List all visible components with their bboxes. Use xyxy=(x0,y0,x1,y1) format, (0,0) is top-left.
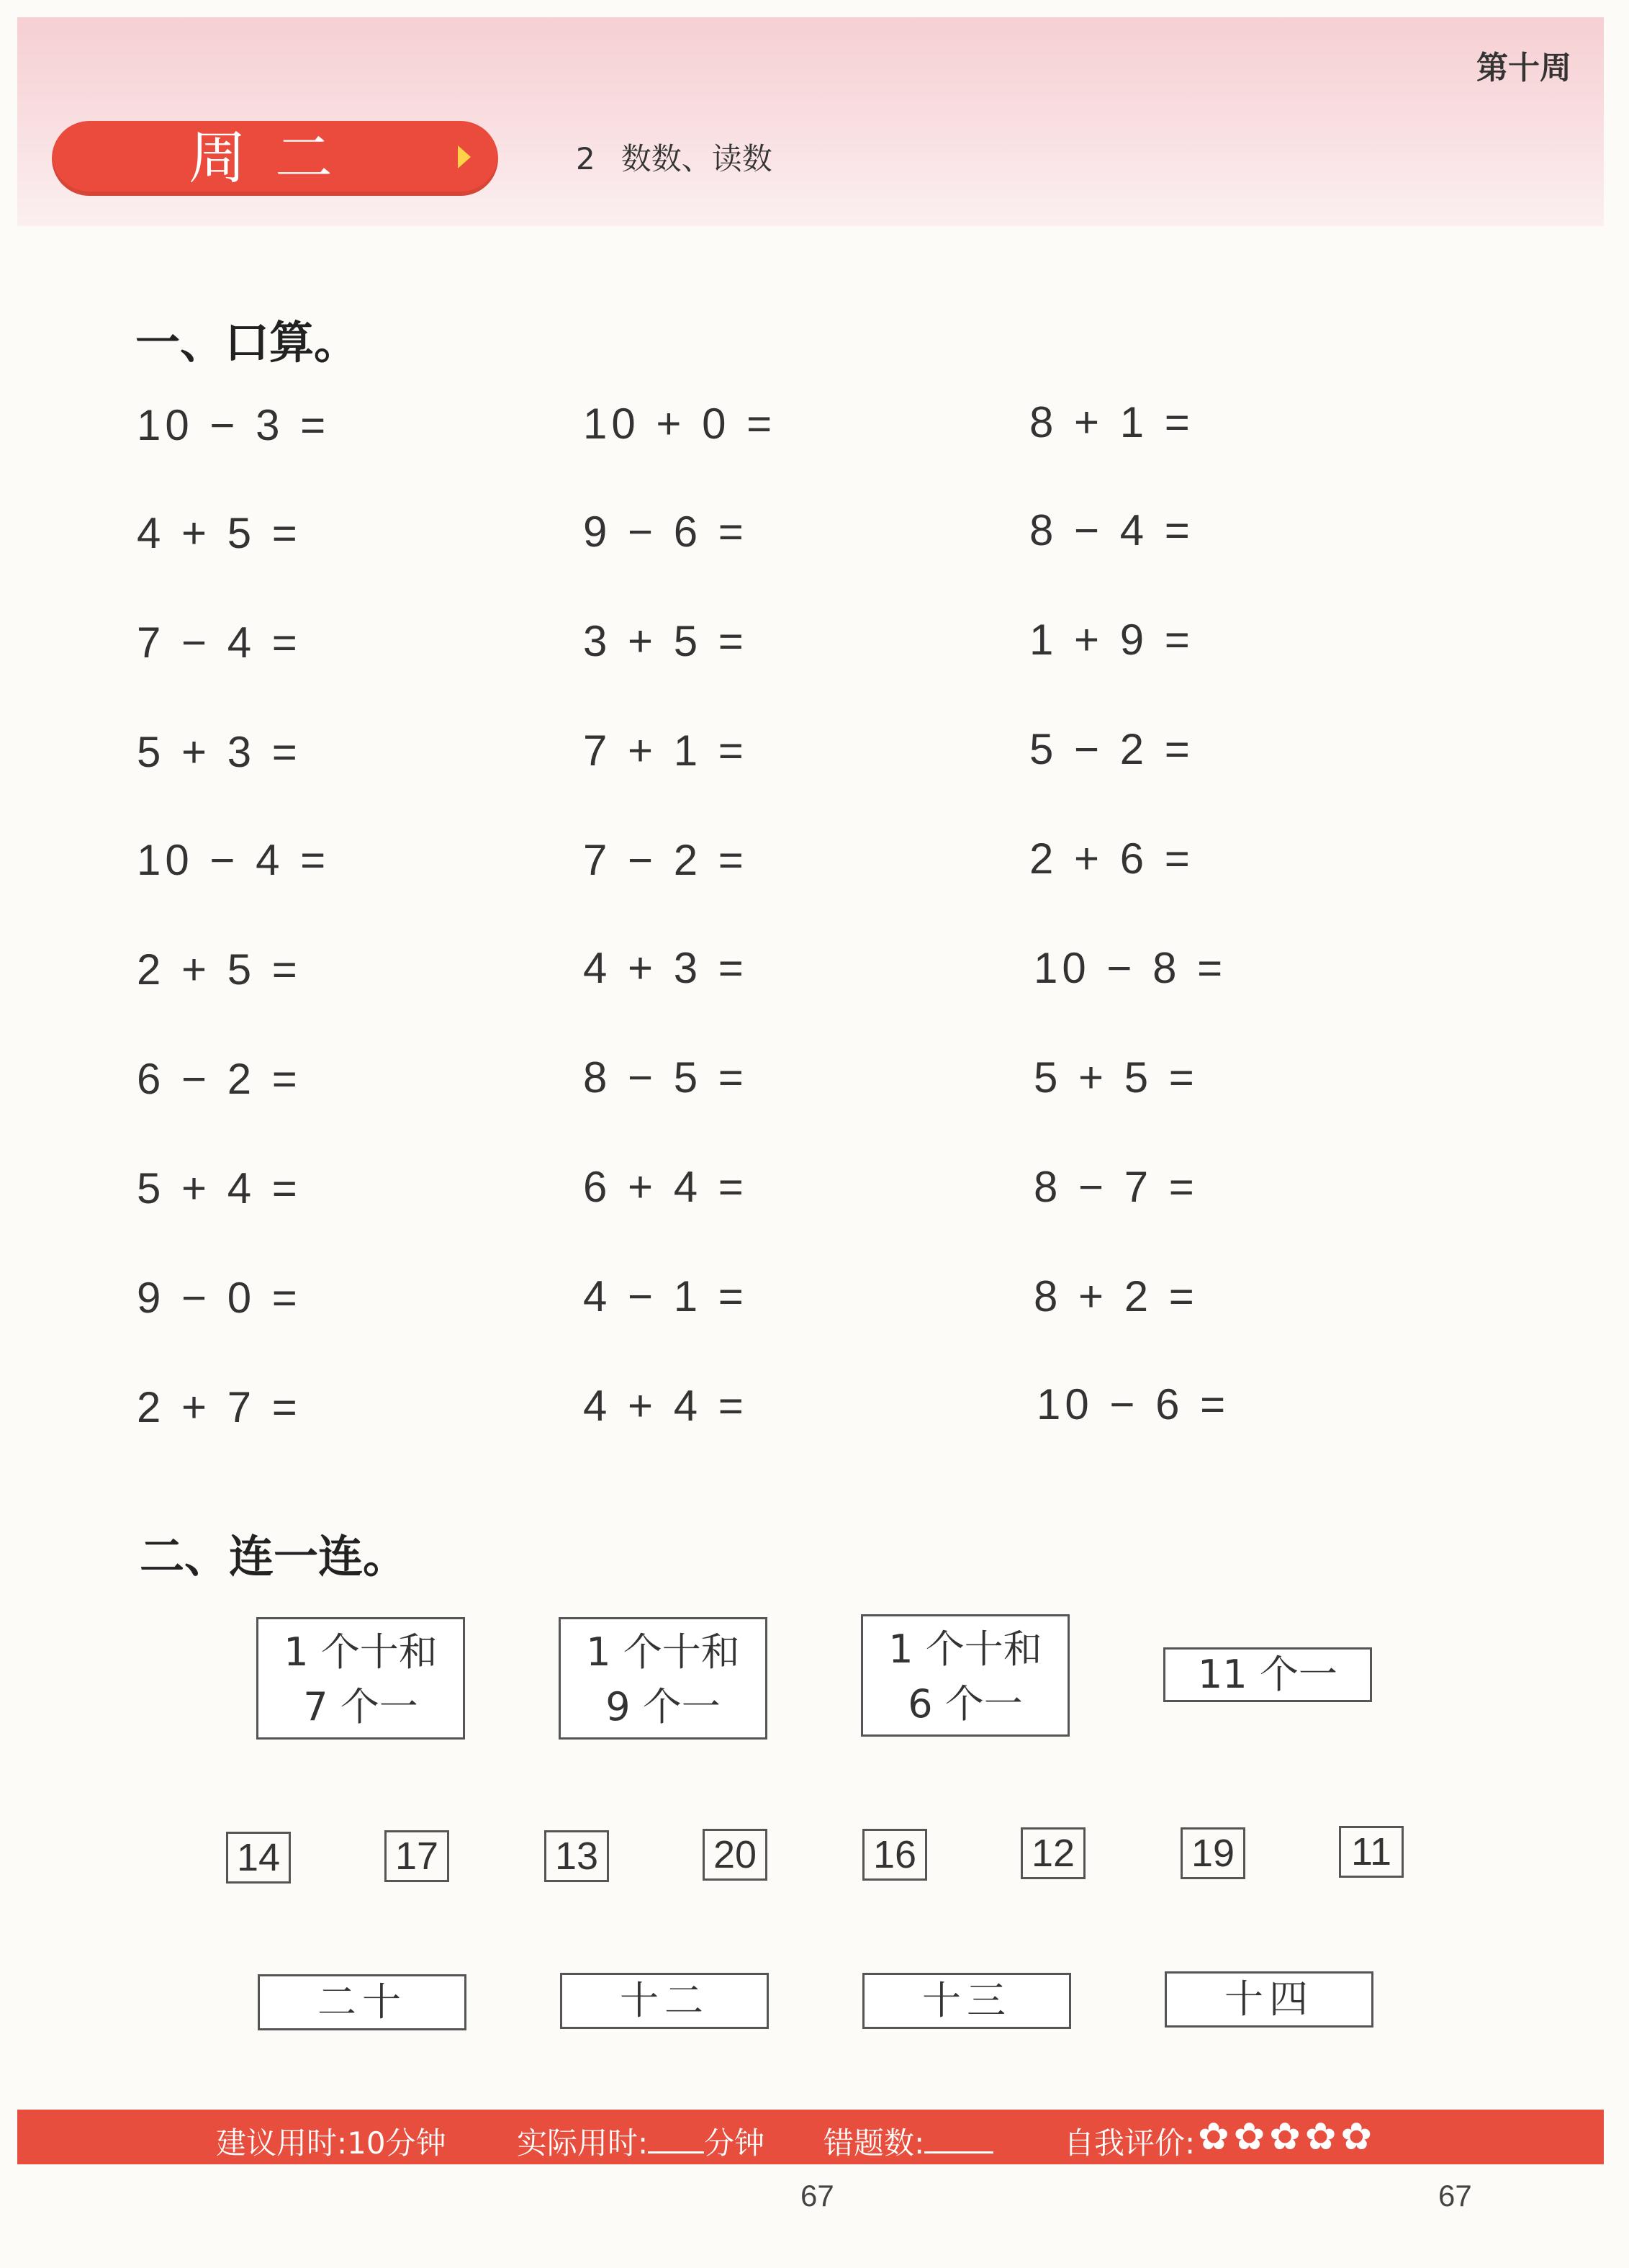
equation: 3 + 5 = xyxy=(583,617,748,665)
equation: 8 + 1 = xyxy=(1029,398,1194,446)
number-box: 11 xyxy=(1339,1826,1404,1878)
lesson-title: 数数、读数 xyxy=(621,141,772,176)
equation: 1 + 9 = xyxy=(1029,616,1194,664)
chinese-numeral-box: 二十 xyxy=(258,1974,466,2030)
equation: 2 + 5 = xyxy=(137,945,302,994)
equation: 9 − 6 = xyxy=(583,508,748,556)
chinese-numeral-box: 十二 xyxy=(560,1973,769,2029)
page-number: 67 xyxy=(800,2179,834,2213)
number-box: 13 xyxy=(544,1830,609,1882)
error-count xyxy=(823,2120,993,2163)
equation: 4 − 1 = xyxy=(583,1272,748,1320)
equation: 2 + 6 = xyxy=(1029,834,1194,883)
self-eval-label: 自我评价: xyxy=(1064,2125,1196,2161)
equation: 8 − 4 = xyxy=(1029,506,1194,554)
flower-star-icon: ✿ xyxy=(1304,2115,1337,2159)
equation: 10 − 8 = xyxy=(1034,944,1227,992)
equation: 10 + 0 = xyxy=(583,400,777,448)
number-box: 19 xyxy=(1181,1827,1245,1879)
equation: 8 + 2 = xyxy=(1034,1272,1199,1320)
equation: 6 + 4 = xyxy=(583,1163,748,1211)
flower-star-icon: ✿ xyxy=(1198,2115,1229,2159)
section2-title: 二、连一连。 xyxy=(140,1530,408,1583)
equation: 4 + 3 = xyxy=(583,944,748,992)
error-count-blank xyxy=(924,2151,993,2154)
chinese-numeral-box: 十三 xyxy=(862,1973,1071,2029)
page-number: 67 xyxy=(1438,2179,1472,2213)
equation: 5 + 3 = xyxy=(137,728,302,776)
flower-star-icon: ✿ xyxy=(1269,2115,1301,2159)
tens-ones-box xyxy=(256,1617,465,1740)
equation: 7 − 2 = xyxy=(583,836,748,884)
box-line-1: 1 个十和 xyxy=(586,1629,740,1675)
equation: 4 + 4 = xyxy=(583,1382,748,1430)
chinese-numeral-box: 十四 xyxy=(1165,1971,1373,2028)
box-line-2: 9 个一 xyxy=(605,1684,721,1729)
number-box: 20 xyxy=(703,1829,767,1881)
day-label: 周二 xyxy=(189,125,361,192)
ones-box xyxy=(1163,1647,1372,1702)
error-count-label: 错题数: xyxy=(823,2125,925,2161)
equation: 7 − 4 = xyxy=(137,618,302,667)
equation: 8 − 7 = xyxy=(1034,1163,1199,1211)
arrow-right-icon xyxy=(458,145,471,168)
box-line-2: 7 个一 xyxy=(303,1684,418,1729)
equation: 10 − 6 = xyxy=(1037,1380,1230,1428)
lesson-heading xyxy=(576,135,772,179)
equation: 8 − 5 = xyxy=(583,1053,748,1102)
equation: 5 + 4 = xyxy=(137,1164,302,1212)
number-box: 17 xyxy=(384,1830,449,1882)
box-line-1: 1 个十和 xyxy=(284,1629,438,1675)
actual-time xyxy=(517,2120,764,2163)
footer-bar xyxy=(17,2110,1604,2164)
rating-stars xyxy=(1198,2115,1376,2159)
box-line-2: 6 个一 xyxy=(908,1681,1023,1727)
equation: 5 − 2 = xyxy=(1029,725,1194,773)
actual-time-label: 实际用时: xyxy=(517,2125,649,2161)
week-label: 第十周 xyxy=(1476,50,1571,86)
number-box: 16 xyxy=(862,1829,927,1881)
number-box: 12 xyxy=(1021,1827,1086,1879)
equation: 7 + 1 = xyxy=(583,726,748,775)
actual-time-blank xyxy=(648,2151,704,2154)
equation: 4 + 5 = xyxy=(137,509,302,557)
tens-ones-box xyxy=(559,1617,767,1740)
box-line-1: 1 个十和 xyxy=(888,1626,1042,1672)
flower-star-icon: ✿ xyxy=(1340,2115,1372,2159)
equation: 10 − 3 = xyxy=(137,401,330,449)
tens-ones-box xyxy=(861,1614,1070,1737)
flower-star-icon: ✿ xyxy=(1233,2115,1265,2159)
number-box: 14 xyxy=(226,1832,291,1884)
equation: 10 − 4 = xyxy=(137,836,330,884)
box-line-1: 11 个一 xyxy=(1198,1652,1337,1697)
equation: 9 − 0 = xyxy=(137,1274,302,1322)
equation: 2 + 7 = xyxy=(137,1383,302,1431)
suggested-time: 建议用时:10分钟 xyxy=(216,2125,446,2161)
actual-time-unit: 分钟 xyxy=(704,2125,765,2161)
lesson-number: 2 xyxy=(576,141,595,176)
day-tab xyxy=(52,121,498,196)
equation: 5 + 5 = xyxy=(1034,1053,1199,1102)
section1-title: 一、口算。 xyxy=(135,316,359,369)
equation: 6 − 2 = xyxy=(137,1055,302,1103)
